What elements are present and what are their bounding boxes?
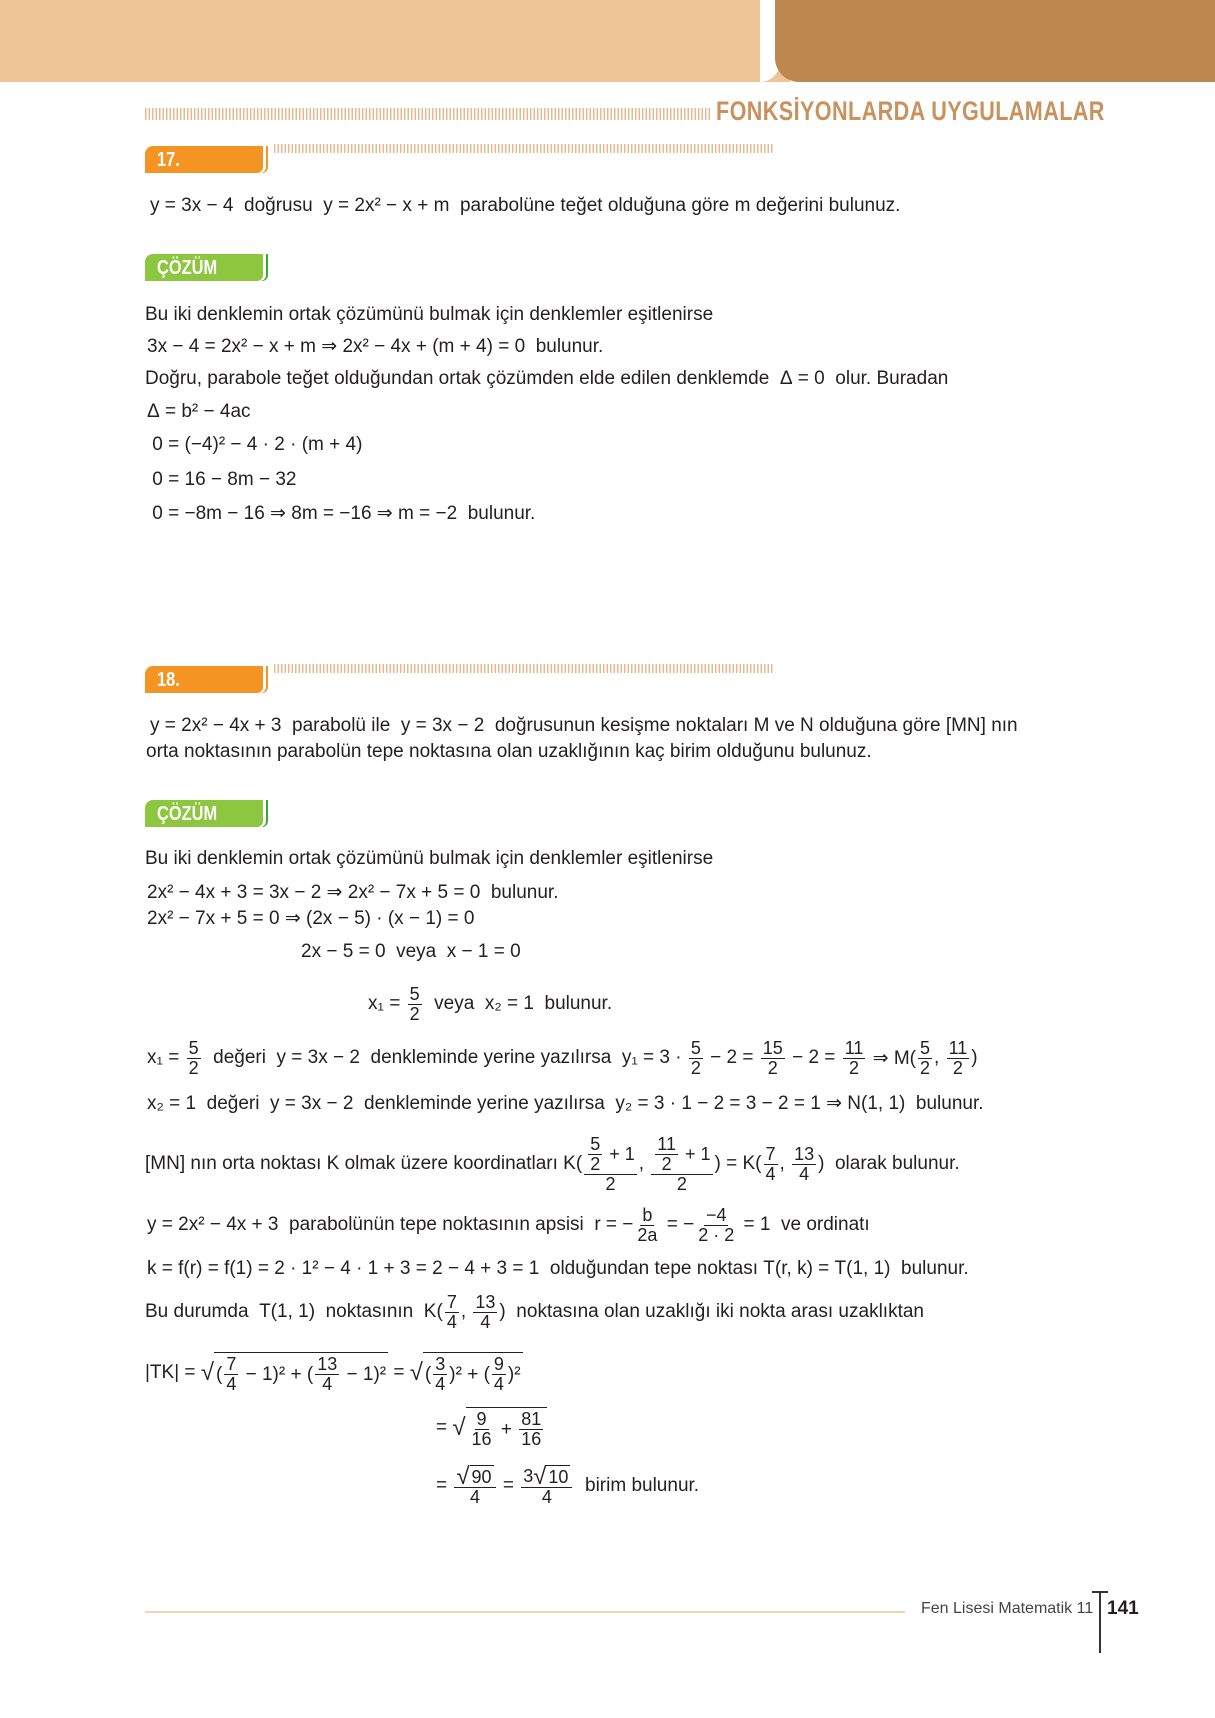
math-text: 2 (661, 1153, 672, 1174)
fraction-denominator (320, 1375, 334, 1394)
math-text: , (934, 1047, 945, 1068)
fraction-denominator (603, 1175, 617, 1194)
fraction-denominator (433, 1375, 447, 1394)
radicand (423, 1352, 523, 1394)
math-text: 0 = (−4)² − 4 · 2 · (m + 4) (147, 434, 363, 455)
fraction-denominator (588, 1155, 602, 1174)
fraction (224, 1355, 238, 1394)
math-text: 5 (188, 1037, 199, 1058)
fraction (473, 1293, 497, 1332)
text-line (147, 1203, 870, 1247)
fraction-denominator (764, 1165, 778, 1184)
math-text: = (436, 1417, 453, 1438)
text-line (436, 1462, 699, 1510)
math-text: 7 (765, 1143, 776, 1164)
math-text: , (460, 1301, 472, 1322)
fraction-denominator (951, 1059, 965, 1078)
fraction-denominator (540, 1488, 554, 1507)
text-line (436, 1405, 547, 1451)
fraction-denominator (696, 1226, 736, 1245)
math-text: 2 (767, 1057, 778, 1078)
math-text: 7 (226, 1354, 237, 1374)
solution-17-badge (145, 254, 263, 281)
fraction (761, 1039, 785, 1078)
math-text: 11 (948, 1037, 968, 1058)
math-text: 2 (690, 1057, 701, 1078)
math-text: b (642, 1204, 653, 1225)
square-root (533, 1462, 570, 1490)
math-text: = (436, 1475, 453, 1496)
math-text: 4 (435, 1374, 446, 1394)
fraction-numerator (187, 1039, 201, 1059)
math-text: 16 (471, 1429, 492, 1449)
radical-sign-icon: √ (452, 1414, 466, 1441)
fraction-numerator (761, 1039, 785, 1059)
math-text: 4 (469, 1487, 480, 1507)
fraction-numerator (640, 1206, 654, 1226)
math-text: ( (215, 1363, 223, 1385)
math-text: Bu durumda T(1, 1) noktasının K( (145, 1301, 443, 1322)
fraction-numerator (588, 1135, 602, 1155)
square-root (201, 1352, 388, 1394)
math-text: y = 2x² − 4x + 3 parabolünün tepe noktasının apsisi r = − (147, 1214, 634, 1235)
fraction-numerator (843, 1039, 866, 1059)
math-text: 10 (548, 1467, 569, 1487)
fraction (408, 985, 422, 1024)
math-text: 4 (480, 1311, 491, 1332)
solution-17-badge-label: ÇÖZÜM (157, 257, 218, 279)
solution-18-badge (145, 800, 263, 827)
fraction-numerator (947, 1039, 970, 1059)
math-text: ⇒ M( (867, 1047, 917, 1069)
math-text: y = 3x − 4 doğrusu y = 2x² − x + m parabolüne teğet olduğuna göre m değerini bulunuz. (150, 195, 901, 216)
math-text: 13 (475, 1291, 496, 1312)
math-text: − 2 = (704, 1047, 759, 1068)
fraction-numerator (655, 1135, 678, 1155)
math-text: 9 (493, 1354, 504, 1374)
math-text: |TK| = (145, 1362, 201, 1383)
math-text: 2x² − 7x + 5 = 0 ⇒ (2x − 5) · (x − 1) = 0 (147, 907, 475, 929)
fraction-numerator (521, 1462, 572, 1490)
example-17-tick-rule (274, 144, 774, 153)
fraction (843, 1039, 866, 1078)
fraction-denominator (847, 1059, 861, 1078)
fraction-denominator (468, 1488, 482, 1507)
fraction (655, 1135, 678, 1174)
math-text: ( (424, 1363, 432, 1385)
footer-rule (145, 1611, 905, 1613)
fraction (433, 1355, 447, 1394)
math-text: 4 (493, 1374, 504, 1394)
fraction (584, 1135, 637, 1194)
fraction-denominator (660, 1155, 674, 1174)
fraction-denominator (470, 1430, 494, 1449)
math-text: 11 (657, 1133, 676, 1154)
example-17-badge-label: 17. ÖRNEK (157, 149, 217, 199)
example-18-tick-rule (274, 664, 774, 673)
math-text: 2x − 5 = 0 veya x − 1 = 0 (301, 941, 521, 962)
fraction-numerator (475, 1410, 489, 1430)
math-text: 2 (188, 1057, 199, 1078)
text-line (145, 1133, 960, 1195)
text-line (368, 982, 612, 1026)
math-text: 2a (637, 1224, 658, 1245)
fraction-numerator (918, 1039, 932, 1059)
math-text: Doğru, parabole teğet olduğundan ortak çözümden elde edilen denklemde Δ = 0 olur. Buradan (145, 368, 949, 389)
math-text: ) olarak bulunur. (818, 1153, 960, 1174)
radicand (546, 1465, 570, 1487)
math-text: 5 (590, 1133, 601, 1154)
fraction-numerator (454, 1462, 495, 1490)
text-line (150, 191, 900, 221)
fraction-denominator (635, 1226, 659, 1245)
math-text: 11 (844, 1037, 864, 1058)
math-text: x₁ = (368, 993, 406, 1014)
radical-sign-icon: √ (409, 1359, 423, 1386)
fraction (445, 1293, 459, 1332)
text-line (147, 1036, 978, 1080)
fraction-denominator (408, 1005, 422, 1024)
math-text: 4 (541, 1487, 552, 1507)
math-text: 7 (446, 1291, 457, 1312)
text-line (146, 737, 872, 767)
fraction-denominator (797, 1165, 811, 1184)
radical-sign-icon: √ (200, 1359, 214, 1386)
math-text: ) (971, 1047, 978, 1068)
header-band-light (0, 0, 790, 82)
text-line (147, 430, 362, 460)
fraction (947, 1039, 970, 1078)
fraction-numerator (224, 1355, 238, 1375)
math-text: Δ = b² − 4ac (147, 401, 251, 422)
math-text: 4 (322, 1374, 333, 1394)
math-text: 16 (521, 1429, 542, 1449)
math-text: x₂ = 1 değeri y = 3x − 2 denkleminde yerine yazılırsa y₂ = 3 · 1 − 2 = 3 − 2 = 1 ⇒ N(1, 1) bulunur. (147, 1092, 984, 1114)
fraction-numerator (519, 1410, 543, 1430)
math-text: 2 (920, 1057, 931, 1078)
fraction (689, 1039, 703, 1078)
math-text: 13 (317, 1354, 338, 1374)
fraction (521, 1462, 572, 1507)
fraction-denominator (187, 1059, 201, 1078)
fraction-denominator (445, 1313, 459, 1332)
fraction (588, 1135, 602, 1174)
fraction-numerator (651, 1135, 712, 1175)
math-text: 2 (590, 1153, 601, 1174)
example-17-badge (145, 146, 263, 199)
math-text: 5 (690, 1037, 701, 1058)
fraction-numerator (408, 985, 422, 1005)
math-text: = − (661, 1214, 695, 1235)
text-line (147, 498, 535, 528)
header-band-dark (775, 0, 1215, 82)
math-text: − 1)² + ( (240, 1363, 314, 1385)
math-text: 13 (794, 1143, 815, 1164)
fraction-numerator (433, 1355, 447, 1375)
math-text: 4 (765, 1163, 776, 1184)
square-root (410, 1352, 523, 1394)
fraction-numerator (473, 1293, 497, 1313)
fraction-denominator (675, 1175, 689, 1194)
fraction (696, 1206, 736, 1245)
text-line (145, 1290, 924, 1334)
math-text: Bu iki denklemin ortak çözümünü bulmak için denklemler eşitlenirse (145, 304, 714, 325)
math-text: − 2 = (786, 1047, 841, 1068)
text-line (147, 1254, 969, 1284)
math-text: 81 (521, 1409, 542, 1429)
text-line (145, 844, 713, 874)
fraction (792, 1145, 816, 1184)
math-text: 4 (799, 1163, 810, 1184)
math-text: 4 (226, 1374, 237, 1394)
math-text: 2 (676, 1173, 687, 1194)
text-line (145, 300, 713, 330)
fraction-denominator (478, 1313, 492, 1332)
fraction-denominator (918, 1059, 932, 1078)
fraction (635, 1206, 659, 1245)
math-text: 2x² − 4x + 3 = 3x − 2 ⇒ 2x² − 7x + 5 = 0 bulunur. (147, 881, 559, 903)
math-text: 2 (409, 1003, 420, 1024)
fraction-numerator (689, 1039, 703, 1059)
text-line (147, 465, 296, 495)
math-text: 0 = 16 − 8m − 32 (147, 469, 297, 490)
radicand (214, 1352, 388, 1394)
text-line (147, 1088, 984, 1118)
math-text: 5 (409, 983, 420, 1004)
math-text: , (779, 1153, 791, 1174)
radicand (470, 1465, 494, 1487)
math-text: + 1 (604, 1143, 635, 1164)
math-text: değeri y = 3x − 2 denkleminde yerine yazılırsa y₁ = 3 · (202, 1047, 687, 1068)
math-text: 2 (849, 1057, 860, 1078)
math-text: 15 (762, 1037, 783, 1058)
math-text: = 1 ve ordinatı (738, 1214, 870, 1235)
fraction (454, 1462, 495, 1507)
chapter-title: FONKSİYONLARDA UYGULAMALAR (716, 96, 1105, 126)
math-text: = (388, 1362, 410, 1383)
math-text: birim bulunur. (574, 1475, 700, 1496)
example-18-badge (145, 666, 263, 719)
text-line (301, 937, 521, 967)
math-text: 3 (523, 1465, 534, 1486)
math-text: 4 (446, 1311, 457, 1332)
fraction-numerator (315, 1355, 339, 1375)
math-text: veya x₂ = 1 bulunur. (423, 993, 613, 1014)
radicand (466, 1407, 548, 1449)
square-root (456, 1462, 493, 1490)
fraction (918, 1039, 932, 1078)
footer-book-title: Fen Lisesi Matematik 11 (921, 1600, 1094, 1617)
fraction (315, 1355, 339, 1394)
math-text: 2 (605, 1173, 616, 1194)
math-text: 3x − 4 = 2x² − x + m ⇒ 2x² − 4x + (m + 4) = 0 bulunur. (147, 335, 604, 357)
math-text: [MN] nın orta noktası K olmak üzere koordinatları K( (145, 1153, 583, 1174)
math-text: y = 2x² − 4x + 3 parabolü ile y = 3x − 2 doğrusunun kesişme noktaları M ve N olduğuna göre [MN] nın (150, 715, 1018, 736)
math-text: orta noktasının parabolün tepe noktasına olan uzaklığının kaç birim olduğunu bulunuz. (146, 741, 872, 762)
square-root (452, 1407, 547, 1449)
math-text: + 1 (679, 1143, 711, 1164)
fraction-denominator (224, 1375, 238, 1394)
math-text: = (497, 1475, 520, 1496)
page-number: 141 (1107, 1598, 1139, 1619)
math-text: ) = K( (714, 1153, 762, 1174)
fraction-denominator (492, 1375, 506, 1394)
math-text: 5 (920, 1037, 931, 1058)
math-text: − 1)² (341, 1363, 387, 1385)
fraction-numerator (445, 1293, 459, 1313)
text-line (147, 903, 474, 933)
math-text: −4 (705, 1204, 727, 1225)
math-text: 2 (952, 1057, 963, 1078)
fraction (764, 1145, 778, 1184)
fraction-numerator (792, 1145, 816, 1165)
title-tick-rule (145, 108, 711, 120)
radical-sign-icon: √ (456, 1462, 470, 1490)
math-text: x₁ = (147, 1047, 185, 1068)
fraction-numerator (764, 1145, 778, 1165)
fraction (187, 1039, 201, 1078)
math-text: ) noktasına olan uzaklığı iki nokta arası uzaklıktan (499, 1301, 924, 1322)
fraction-denominator (519, 1430, 543, 1449)
text-line (147, 397, 251, 427)
text-line (145, 1348, 523, 1398)
fraction-numerator (584, 1135, 637, 1175)
math-text: , (638, 1153, 650, 1174)
fraction (651, 1135, 712, 1194)
footer-divider (1099, 1591, 1101, 1653)
math-text: Bu iki denklemin ortak çözümünü bulmak için denklemler eşitlenirse (145, 848, 714, 869)
fraction-denominator (766, 1059, 780, 1078)
fraction-numerator (492, 1355, 506, 1375)
math-text: )² (507, 1363, 521, 1385)
example-18-badge-label: 18. ÖRNEK (157, 669, 217, 719)
math-text: 0 = −8m − 16 ⇒ 8m = −16 ⇒ m = −2 bulunur. (147, 502, 536, 524)
math-text: k = f(r) = f(1) = 2 · 1² − 4 · 1 + 3 = 2 − 4 + 3 = 1 olduğundan tepe noktası T(r, k) = T(1, 1) bulunur. (147, 1258, 969, 1279)
math-text: )² + ( (449, 1363, 490, 1385)
fraction (470, 1410, 494, 1449)
solution-18-badge-label: ÇÖZÜM (157, 803, 218, 825)
radical-sign-icon: √ (533, 1462, 547, 1490)
fraction-numerator (704, 1206, 729, 1226)
math-text: + (495, 1418, 518, 1440)
fraction (519, 1410, 543, 1449)
text-line (147, 331, 603, 361)
fraction-denominator (689, 1059, 703, 1078)
math-text: 3 (435, 1354, 446, 1374)
math-text: 90 (471, 1467, 492, 1487)
math-text: 9 (476, 1409, 487, 1429)
fraction (492, 1355, 506, 1394)
text-line (145, 364, 948, 394)
math-text: 2 · 2 (698, 1224, 735, 1245)
